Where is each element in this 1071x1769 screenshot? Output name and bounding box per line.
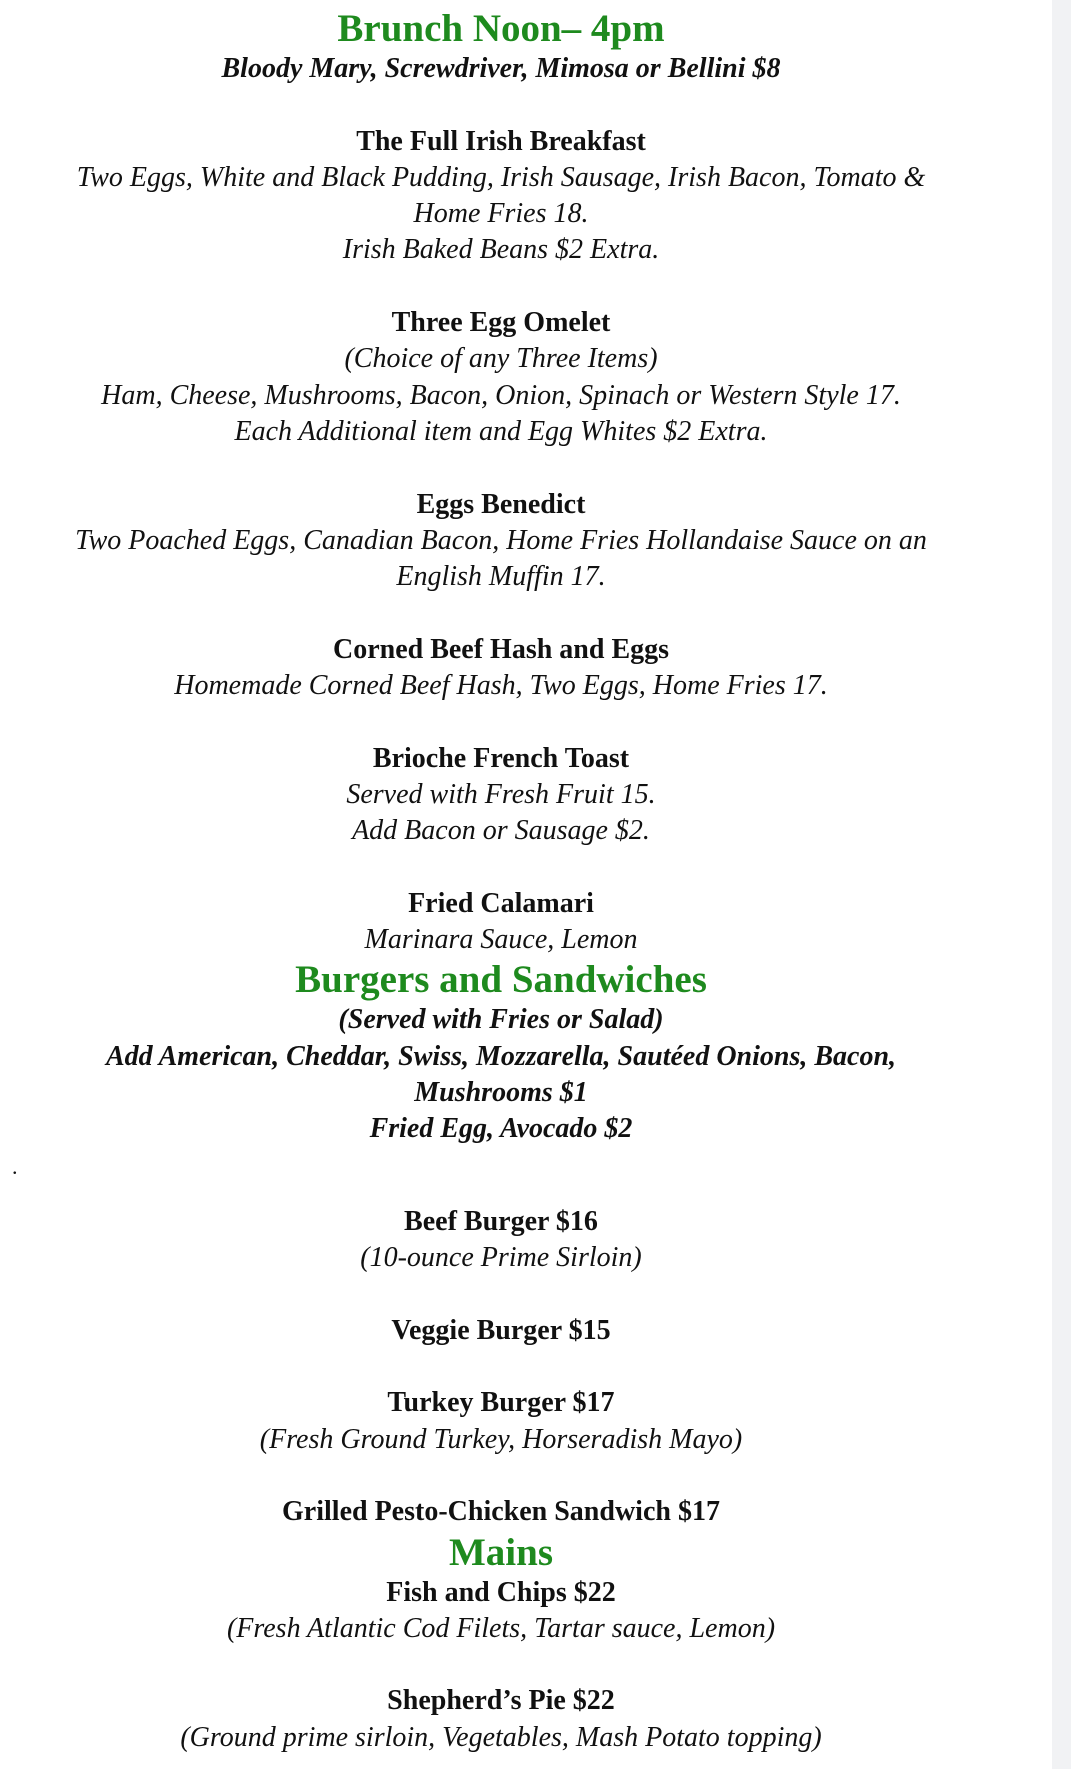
menu-item-eggs-benedict [0, 487, 1002, 596]
item-title: Shepherd’s Pie $22 [387, 1685, 615, 1717]
menu-item-shepherds-pie [0, 1683, 1002, 1756]
stray-mark: . [12, 1154, 18, 1179]
item-description: Two Eggs, White and Black Pudding, Irish Sausage, Irish Bacon, Tomato & [76, 161, 926, 193]
menu-item-full-irish-breakfast [0, 124, 1002, 269]
item-description: Marinara Sauce, Lemon [364, 924, 638, 956]
item-title: Three Egg Omelet [391, 307, 611, 339]
menu-item-pesto-chicken-sandwich [0, 1494, 1002, 1530]
item-title: Veggie Burger $15 [391, 1314, 611, 1346]
item-description: Served with Fresh Fruit 15. [346, 778, 656, 810]
item-description: (Choice of any Three Items) [344, 343, 658, 375]
menu-item-beef-burger [0, 1204, 1002, 1277]
brunch-drinks: Bloody Mary, Screwdriver, Mimosa or Bellini $8 [221, 53, 781, 84]
item-title: Grilled Pesto-Chicken Sandwich $17 [282, 1496, 720, 1528]
item-description: English Muffin 17. [396, 561, 606, 593]
item-description: Two Poached Eggs, Canadian Bacon, Home Fries Hollandaise Sauce on an [75, 524, 927, 556]
burgers-heading: Burgers and Sandwiches [295, 958, 707, 1002]
menu-item-fish-and-chips [0, 1575, 1002, 1648]
item-description: (Fresh Ground Turkey, Horseradish Mayo) [259, 1423, 743, 1455]
mains-heading: Mains [448, 1530, 553, 1574]
item-title: Fried Calamari [408, 887, 594, 919]
menu-item-three-egg-omelet [0, 305, 1002, 450]
burgers-addons: Fried Egg, Avocado $2 [369, 1113, 633, 1145]
item-title: Fish and Chips $22 [386, 1576, 616, 1608]
page-edge-band [1052, 0, 1071, 1769]
burgers-addons: Add American, Cheddar, Swiss, Mozzarella, Sautéed Onions, Bacon, [105, 1040, 897, 1072]
item-title: Turkey Burger $17 [387, 1387, 615, 1419]
item-description: (10-ounce Prime Sirloin) [360, 1242, 642, 1274]
item-description: Irish Baked Beans $2 Extra. [342, 234, 660, 266]
item-title: Beef Burger $16 [404, 1205, 598, 1237]
item-title: Eggs Benedict [416, 488, 586, 520]
menu-item-fried-calamari [0, 886, 1002, 959]
item-description: Homemade Corned Beef Hash, Two Eggs, Home Fries 17. [174, 670, 828, 702]
item-description: Ham, Cheese, Mushrooms, Bacon, Onion, Spinach or Western Style 17. [101, 379, 901, 411]
item-description: (Fresh Atlantic Cod Filets, Tartar sauce, Lemon) [226, 1612, 776, 1644]
burgers-note: (Served with Fries or Salad) [338, 1004, 664, 1036]
menu-item-brioche-french-toast [0, 741, 1002, 850]
burgers-addons: Mushrooms $1 [414, 1077, 588, 1109]
item-title: The Full Irish Breakfast [356, 125, 646, 157]
item-title: Corned Beef Hash and Eggs [332, 633, 670, 665]
item-title: Brioche French Toast [372, 742, 630, 774]
brunch-heading: Brunch Noon– 4pm [337, 7, 665, 50]
menu-item-corned-beef-hash [0, 632, 1002, 705]
item-description: Add Bacon or Sausage $2. [352, 815, 650, 847]
item-description: (Ground prime sirloin, Vegetables, Mash Potato topping) [180, 1721, 822, 1753]
menu-item-veggie-burger [0, 1313, 1002, 1349]
item-description: Each Additional item and Egg Whites $2 Extra. [234, 415, 768, 447]
item-description: Home Fries 18. [413, 198, 589, 230]
menu-item-turkey-burger [0, 1385, 1002, 1458]
